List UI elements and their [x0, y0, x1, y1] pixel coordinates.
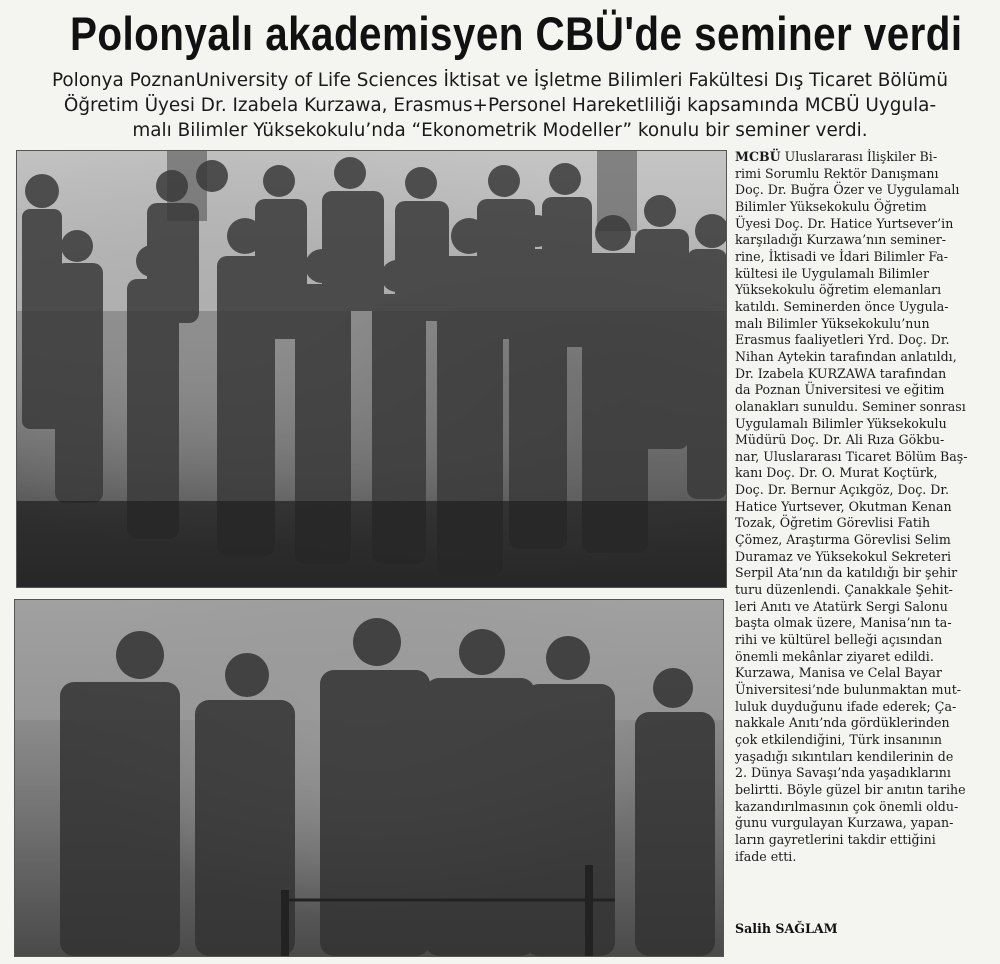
- article-line: belirtti. Böyle güzel bir anıtın tarihe: [735, 781, 966, 797]
- article-line: Çömez, Araştırma Görevlisi Selim: [735, 532, 951, 548]
- group-photo-seminar: [16, 150, 727, 588]
- article-lead-word: MCBÜ: [735, 149, 781, 164]
- article-line: yaşadığı sıkıntıları kendilerinin de: [735, 748, 954, 764]
- article-body: [735, 149, 985, 865]
- article-line: leri Anıtı ve Atatürk Sergi Salonu: [735, 598, 948, 614]
- article-line: katıldı. Seminerden önce Uygula-: [735, 298, 949, 314]
- article-line: Dr. Izabela KURZAWA tarafından: [735, 365, 947, 381]
- article-line: Yüksekokulu öğretim elemanları: [735, 282, 942, 298]
- article-line: nar, Uluslararası Ticaret Bölüm Baş-: [735, 448, 968, 464]
- article-line: Hatice Yurtsever, Okutman Kenan: [735, 498, 952, 514]
- article-line: Nihan Aytekin tarafından anlatıldı,: [735, 348, 957, 364]
- article-line: olanakları sunuldu. Seminer sonrası: [735, 398, 966, 414]
- article-line: Kurzawa, Manisa ve Celal Bayar: [735, 665, 942, 681]
- article-first-line-rest: Uluslararası İlişkiler Bi-: [780, 149, 938, 164]
- article-line: kanı Doç. Dr. O. Murat Koçtürk,: [735, 465, 938, 481]
- article-line: karşıladığı Kurzawa’nın seminer-: [735, 232, 947, 248]
- group-photo-seminar-figures: [17, 151, 726, 587]
- article-line: nakkale Anıtı’nda gördüklerinden: [735, 715, 950, 731]
- author-byline: Salih SAĞLAM: [735, 921, 838, 936]
- article-line: Tozak, Öğretim Görevlisi Fatih: [735, 515, 931, 531]
- article-line: Serpil Ata’nın da katıldığı bir şehir: [735, 565, 958, 581]
- article-line: başta olmak üzere, Manisa’nın ta-: [735, 615, 952, 631]
- article-line: Doç. Dr. Bernur Açıkgöz, Doç. Dr.: [735, 482, 950, 498]
- article-line: ğunu vurgulayan Kurzawa, yapan-: [735, 815, 954, 831]
- article-line: Duramaz ve Yüksekokul Sekreteri: [735, 548, 952, 564]
- article-line: Müdürü Doç. Dr. Ali Rıza Gökbu-: [735, 432, 945, 448]
- article-line: rine, İktisadi ve İdari Bilimler Fa-: [735, 248, 948, 264]
- article-line: Üniversitesi’nde bulunmaktan mut-: [735, 682, 962, 697]
- lead-line: Öğretim Üyesi Dr. Izabela Kurzawa, Erasmus+Personel Hareketliliği kapsamında MCBÜ Uygula-: [63, 95, 937, 116]
- article-line: kazandırılmasının çok önemli oldu-: [735, 798, 959, 814]
- article-line: turu düzenlendi. Çanakkale Şehit-: [735, 582, 953, 598]
- headline: Polonyalı akademisyen CBÜ'de seminer verdi: [70, 7, 963, 60]
- article-line: Uygulamalı Bilimler Yüksekokulu: [735, 415, 947, 431]
- article-line: Erasmus faaliyetleri Yrd. Doç. Dr.: [735, 332, 950, 348]
- article-line: çok etkilendiğini, Türk insanının: [735, 731, 943, 747]
- group-photo-monument-figures: [15, 600, 723, 956]
- article-line: önemli mekânlar ziyaret edildi.: [735, 648, 934, 664]
- lead-paragraph: [16, 68, 984, 143]
- article-line: ların gayretlerini takdir ettiğini: [735, 831, 936, 847]
- article-line: rimi Sorumlu Rektör Danışmanı: [735, 165, 939, 181]
- article-line: da Poznan Üniversitesi ve eğitim: [735, 382, 945, 398]
- lead-line: Polonya PoznanUniversity of Life Sciences İktisat ve İşletme Bilimleri Fakültesi Dış Ticaret Bölümü: [51, 70, 949, 91]
- article-line: [735, 149, 985, 166]
- article-line: Üyesi Doç. Dr. Hatice Yurtsever’in: [735, 215, 954, 231]
- article-line: ifade etti.: [735, 848, 797, 864]
- article-line: kültesi ile Uygulamalı Bilimler: [735, 265, 930, 281]
- article-line: malı Bilimler Yüksekokulu’nun: [735, 315, 930, 331]
- article-line: Bilimler Yüksekokulu Öğretim: [735, 198, 927, 214]
- lead-line: malı Bilimler Yüksekokulu’nda “Ekonometrik Modeller” konulu bir seminer verdi.: [132, 120, 868, 141]
- article-line: rihi ve kültürel belleği açısından: [735, 632, 943, 648]
- article-line: luluk duyduğunu ifade ederek; Ça-: [735, 698, 957, 714]
- group-photo-monument: [14, 599, 724, 957]
- article-line: 2. Dünya Savaşı’nda yaşadıklarını: [735, 765, 951, 781]
- article-line: Doç. Dr. Buğra Özer ve Uygulamalı: [735, 182, 960, 198]
